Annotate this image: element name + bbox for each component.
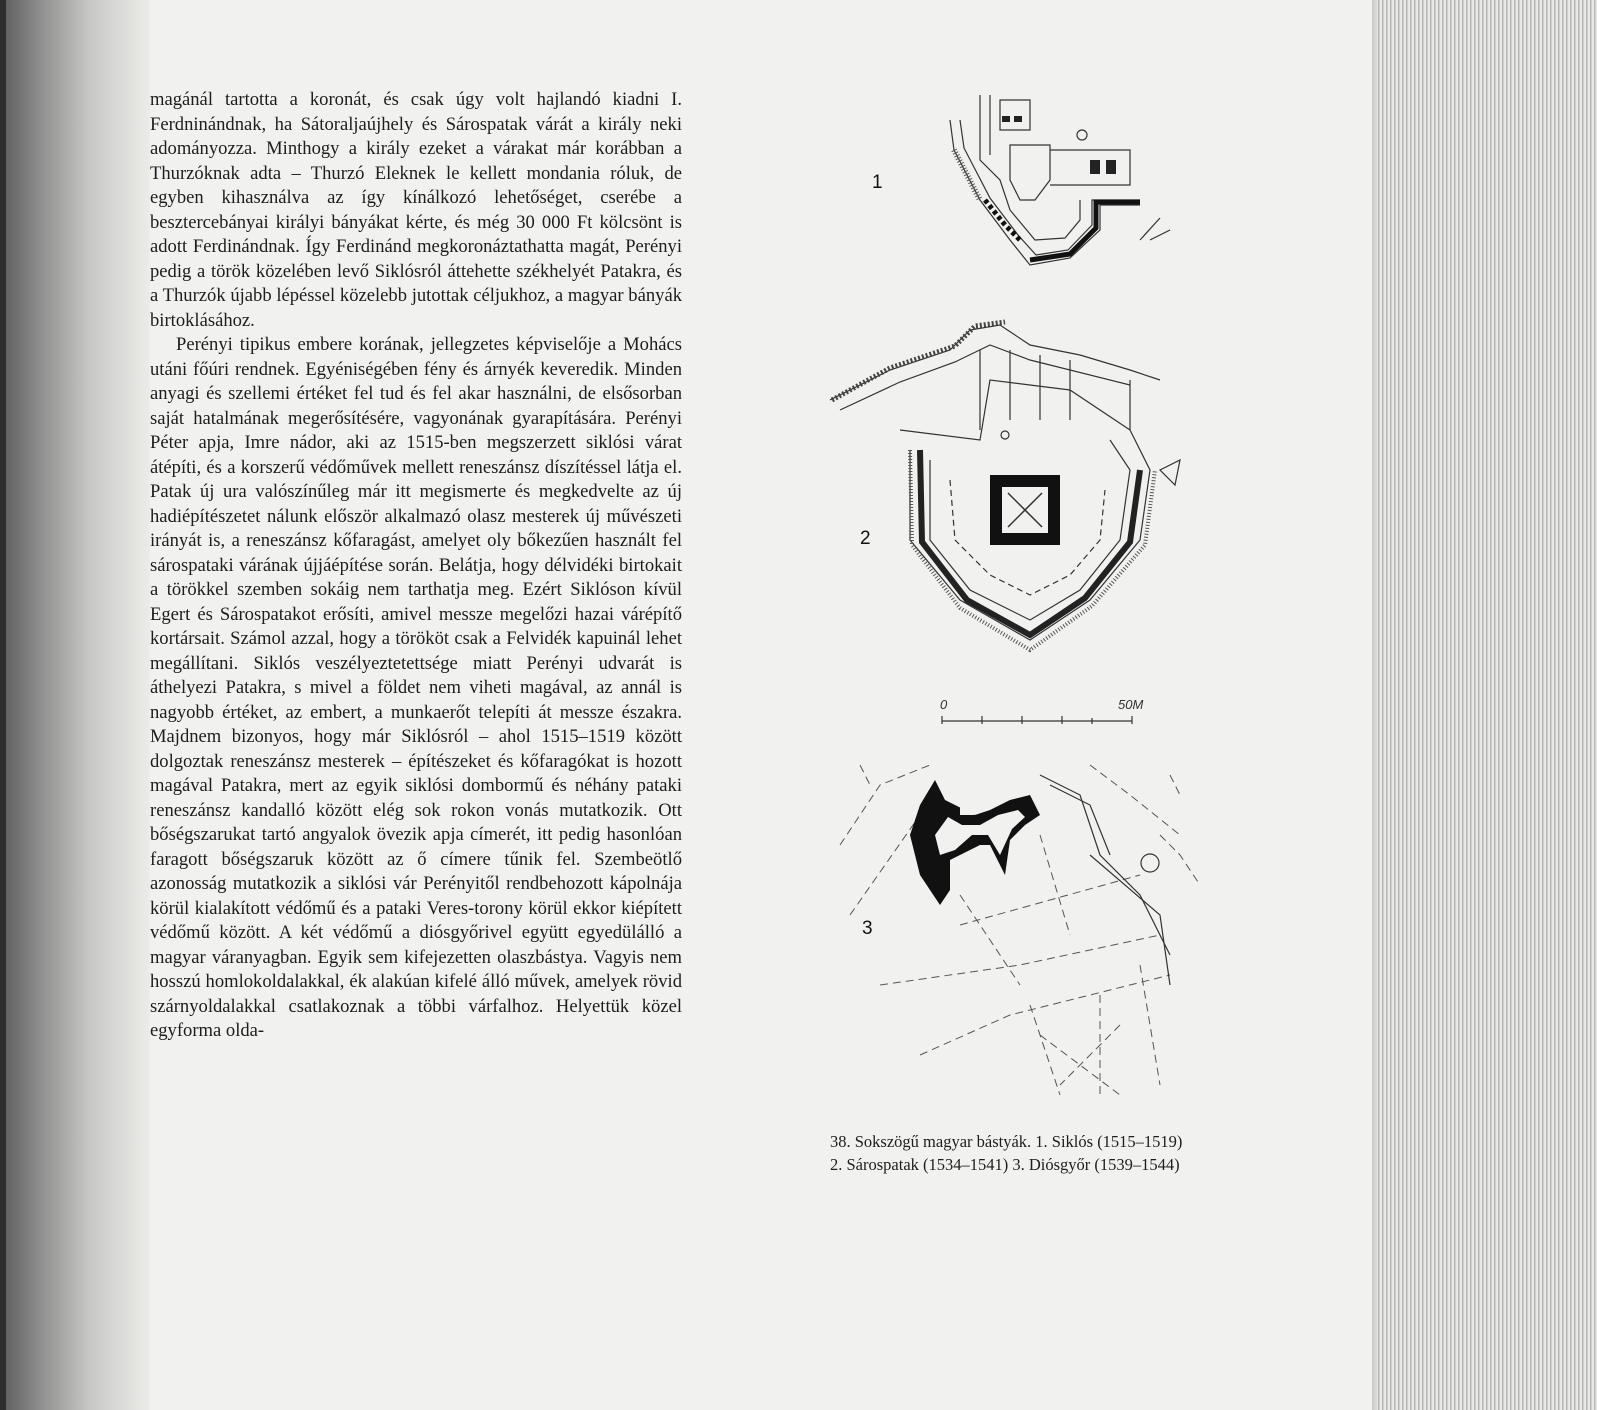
- figure-caption: [830, 1130, 1250, 1176]
- plan-diosgyor: [840, 755, 1200, 1100]
- figure-label-3: 3: [862, 918, 873, 939]
- book-page: [150, 0, 1372, 1410]
- book-gutter-shadow: [0, 0, 150, 1410]
- page-block-edges: [1378, 0, 1597, 1410]
- plan-sarospatak: [830, 310, 1190, 670]
- caption-line-1: 38. Sokszögű magyar bástyák. 1. Siklós (1515–1519): [830, 1132, 1183, 1151]
- scale-end-label: 50M: [1118, 697, 1144, 712]
- figure-label-2: 2: [860, 528, 871, 549]
- figure-label-1: 1: [872, 172, 883, 193]
- scale-bar: [942, 712, 1142, 726]
- paragraph-2: Perényi tipikus embere korának, jellegzetes képviselője a Mohács utáni főúri rendnek. Egyéniségében fény és árnyék keveredik. Minden anyagi és szellemi értéket fel tud és fel akar használni, de elsősorban saját hatalmának megerősítésére, vagyonának gyarapítására. Perényi Péter apja, Imre nádor, aki az 1515-ben megszerzett siklósi várat átépíti, és a korszerű védőművek mellett reneszánsz díszítéssel látja el. Patak új ura valószínűleg már itt megismerte és megkedvelte az új hadiépítészetet nálunk először alkalmazó olasz mesterek új művészeti irányát is, a reneszánsz kőfaragást, amelyet oly bőkezűen használt fel sárospataki várának újjáépítése során. Belátja, hogy délvidéki birtokait a törökkel szemben sokáig nem tarthatja meg. Ezért Siklóson kívül Egert és Sárospatakot erősíti, amivel messze megelőzi hazai várépítő kortársait. Számol azzal, hogy a törököt csak a Felvidék kapuinál lehet megállítani. Siklós veszélyeztetettsége miatt Perényi udvarát is áthelyezi Patakra, s mivel a földet nem viheti magával, az annál is nagyobb értéket, az embert, a munkaerőt telepíti át messze északra. Majdnem bizonyos, hogy már Siklósról – ahol 1515–1519 között dolgoztak reneszánsz mesterek – építészeket és kőfaragókat is hozott magával Patakra, mert az egyik siklósi dombormű és néhány pataki reneszánsz kandalló között elég sok rokon vonás mutatkozik. Ott bőségszarukat tartó angyalok övezik apja címerét, itt pedig hasonlóan faragott bőségszaruk között az ő címere tűnik fel. Szembeötlő azonosság mutatkozik a siklósi vár Perényitől rendbehozott kápolnája körül kialakított védőmű és a pataki Veres-torony körül ekkor kiépített védőmű között. A két védőmű a diósgyőrivel együtt egyedülálló a magyar váranyagban. Egyik sem kifejezetten olaszbástya. Vagyis nem hosszú homlokoldalakkal, ék alakúan kifelé álló művek, amelyek rövid szárnyoldalakkal csatlakoznak a többi várfalhoz. Helyettük közel egyforma olda-: [150, 334, 682, 1041]
- plan-siklos: [940, 90, 1170, 280]
- book-spine-edge: [0, 0, 6, 1410]
- paragraph-1: magánál tartotta a koronát, és csak úgy volt hajlandó kiadni I. Ferdninándnak, ha Sátoraljaújhely és Sárospatak várát a király neki adományozza. Minthogy a király ezeket a várakat már korábban a Thurzóknak adta – Thurzó Eleknek le kellett mondania róluk, de egyben kihasználva az így kínálkozó lehetőséget, cserébe a besztercebányai királyi bányákat kérte, és még 30 000 Ft kölcsönt is adott Ferdinándnak. Így Ferdinánd megkoronáztathatta magát, Perényi pedig a török közelében levő Siklósról áttehette székhelyét Patakra, és a Thurzók újabb lépéssel közelebb jutottak céljukhoz, a magyar bányák birtoklásához.: [150, 89, 682, 331]
- body-text-column: [150, 88, 682, 1044]
- scale-start-label: 0: [940, 697, 948, 712]
- caption-line-2: 2. Sárospatak (1534–1541) 3. Diósgyőr (1539–1544): [830, 1155, 1180, 1174]
